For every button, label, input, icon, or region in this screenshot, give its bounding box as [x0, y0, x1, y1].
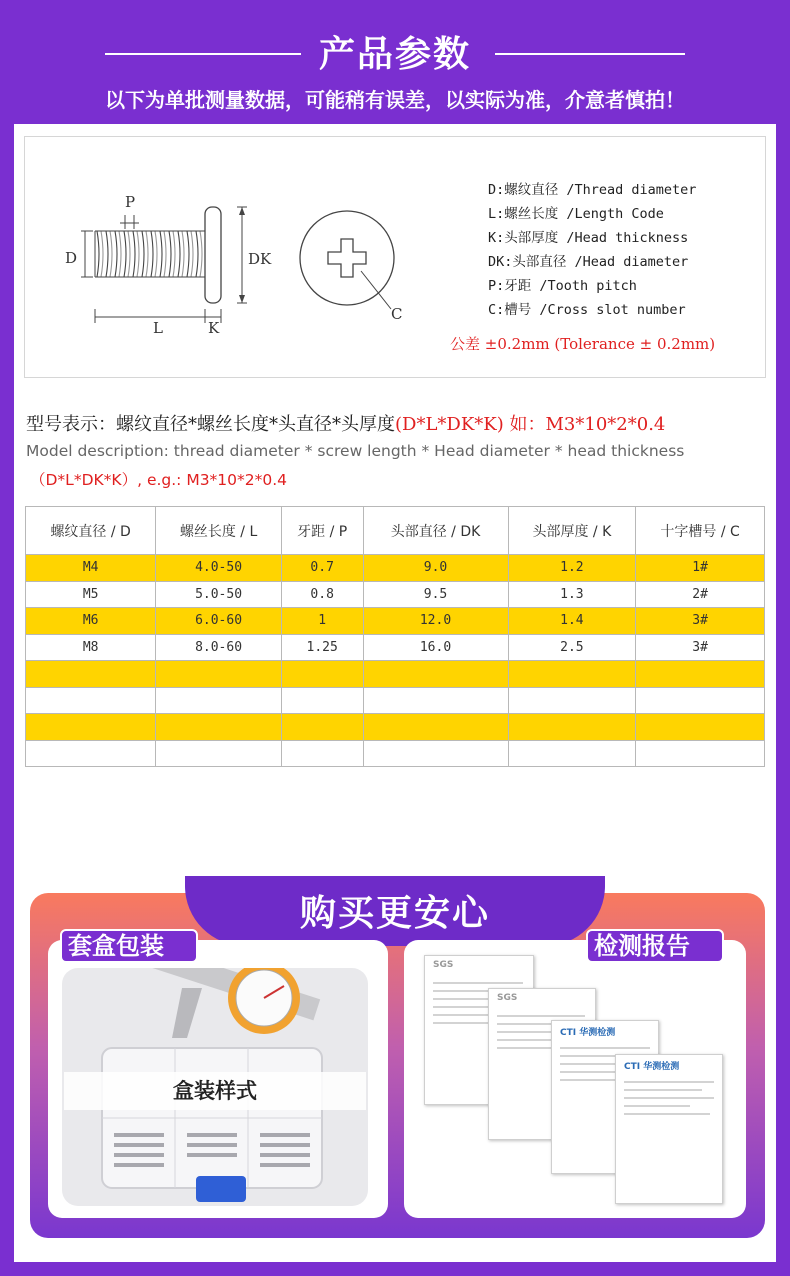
table-cell: [26, 661, 156, 688]
label-d: D: [65, 249, 78, 267]
model-format-line: [26, 410, 665, 436]
tolerance-note: 公差 ±0.2mm (Tolerance ± 0.2mm): [450, 335, 716, 353]
phillips-head-icon: [300, 211, 394, 309]
table-cell: M5: [26, 581, 156, 608]
table-cell: [636, 661, 765, 688]
table-cell: 2.5: [508, 634, 636, 661]
spec-table: [25, 506, 765, 767]
table-cell: 5.0-50: [156, 581, 282, 608]
table-cell: 3#: [636, 634, 765, 661]
table-cell: [363, 714, 508, 741]
table-cell: [508, 714, 636, 741]
table-cell: [26, 714, 156, 741]
legend-item: DK:头部直径 /Head diameter: [488, 254, 689, 270]
table-cell: [156, 740, 282, 767]
legend-item: C:槽号 /Cross slot number: [488, 302, 686, 318]
label-k: K: [208, 319, 220, 337]
diagram-legend: [488, 178, 696, 322]
table-cell: M8: [26, 634, 156, 661]
table-cell: [156, 687, 282, 714]
table-cell: [636, 687, 765, 714]
legend-item: K:头部厚度 /Head thickness: [488, 230, 689, 246]
table-cell: [508, 661, 636, 688]
table-cell: [281, 714, 363, 741]
page-subtitle: 以下为单批测量数据，可能稍有误差，以实际为准，介意者慎拍！: [105, 88, 685, 112]
table-cell: 9.5: [363, 581, 508, 608]
table-cell: [508, 740, 636, 767]
label-dk: DK: [248, 250, 272, 268]
table-cell: 6.0-60: [156, 608, 282, 635]
table-row: [26, 687, 765, 714]
screw-thread-icon: [95, 231, 207, 277]
table-cell: 16.0: [363, 634, 508, 661]
report-brand: SGS: [433, 960, 454, 970]
report-brand: CTI 华测检测: [624, 1062, 680, 1072]
model-format-formula: (D*L*DK*K): [395, 414, 504, 435]
table-header: 十字槽号 / C: [636, 507, 765, 555]
table-header: 头部直径 / DK: [363, 507, 508, 555]
table-cell: 1.4: [508, 608, 636, 635]
assurance-title: 购买更安心: [299, 893, 490, 934]
table-cell: [281, 740, 363, 767]
table-cell: 3#: [636, 608, 765, 635]
table-cell: 0.7: [281, 555, 363, 582]
screw-head-shape: [205, 207, 221, 303]
legend-item: D:螺纹直径 /Thread diameter: [488, 182, 697, 198]
label-c: C: [391, 305, 403, 323]
page-footer-bar: [0, 1262, 790, 1276]
report-brand: CTI 华测检测: [560, 1028, 616, 1038]
model-description-en-example: （D*L*DK*K）, e.g.: M3*10*2*0.4: [30, 471, 288, 489]
table-cell: [281, 687, 363, 714]
test-report-tag: 检测报告: [586, 929, 724, 963]
table-header: 螺纹直径 / D: [26, 507, 156, 555]
header-divider-right: [495, 53, 685, 55]
table-row: [26, 581, 765, 608]
table-header: 螺丝长度 / L: [156, 507, 282, 555]
table-cell: [636, 740, 765, 767]
table-header-row: [26, 507, 765, 555]
table-cell: 2#: [636, 581, 765, 608]
model-description-en: Model description: thread diameter * screw length * Head diameter * head thickness: [26, 442, 685, 460]
table-cell: [508, 687, 636, 714]
table-cell: 1.25: [281, 634, 363, 661]
legend-item: L:螺丝长度 /Length Code: [488, 206, 664, 222]
table-cell: [26, 740, 156, 767]
model-format-prefix: 型号表示：螺纹直径*螺丝长度*头直径*头厚度: [26, 414, 395, 435]
table-cell: 1.3: [508, 581, 636, 608]
table-cell: M4: [26, 555, 156, 582]
table-row: [26, 555, 765, 582]
model-format-example: 如：M3*10*2*0.4: [509, 414, 666, 435]
label-l: L: [153, 319, 163, 337]
page-header: [0, 0, 790, 124]
table-cell: [363, 687, 508, 714]
table-cell: 1.2: [508, 555, 636, 582]
packaging-tag: 套盒包装: [60, 929, 198, 963]
table-cell: 4.0-50: [156, 555, 282, 582]
table-row: [26, 661, 765, 688]
table-cell: [636, 714, 765, 741]
table-cell: [363, 740, 508, 767]
table-header: 头部厚度 / K: [508, 507, 636, 555]
page-title: 产品参数: [318, 34, 471, 75]
table-cell: M6: [26, 608, 156, 635]
table-row: [26, 714, 765, 741]
table-cell: [281, 661, 363, 688]
table-cell: 8.0-60: [156, 634, 282, 661]
legend-item: P:牙距 /Tooth pitch: [488, 278, 637, 294]
table-cell: 1#: [636, 555, 765, 582]
test-report-document: [615, 1054, 723, 1204]
table-header: 牙距 / P: [281, 507, 363, 555]
table-row: [26, 608, 765, 635]
table-cell: 12.0: [363, 608, 508, 635]
table-cell: [363, 661, 508, 688]
table-cell: [26, 687, 156, 714]
table-row: [26, 740, 765, 767]
report-brand: SGS: [497, 993, 518, 1003]
table-cell: [156, 661, 282, 688]
table-row: [26, 634, 765, 661]
box-style-label: 盒装样式: [64, 1072, 366, 1110]
caliper-icon: [123, 968, 320, 1038]
label-p: P: [124, 193, 136, 211]
table-cell: [156, 714, 282, 741]
table-cell: 1: [281, 608, 363, 635]
table-cell: 0.8: [281, 581, 363, 608]
table-cell: 9.0: [363, 555, 508, 582]
